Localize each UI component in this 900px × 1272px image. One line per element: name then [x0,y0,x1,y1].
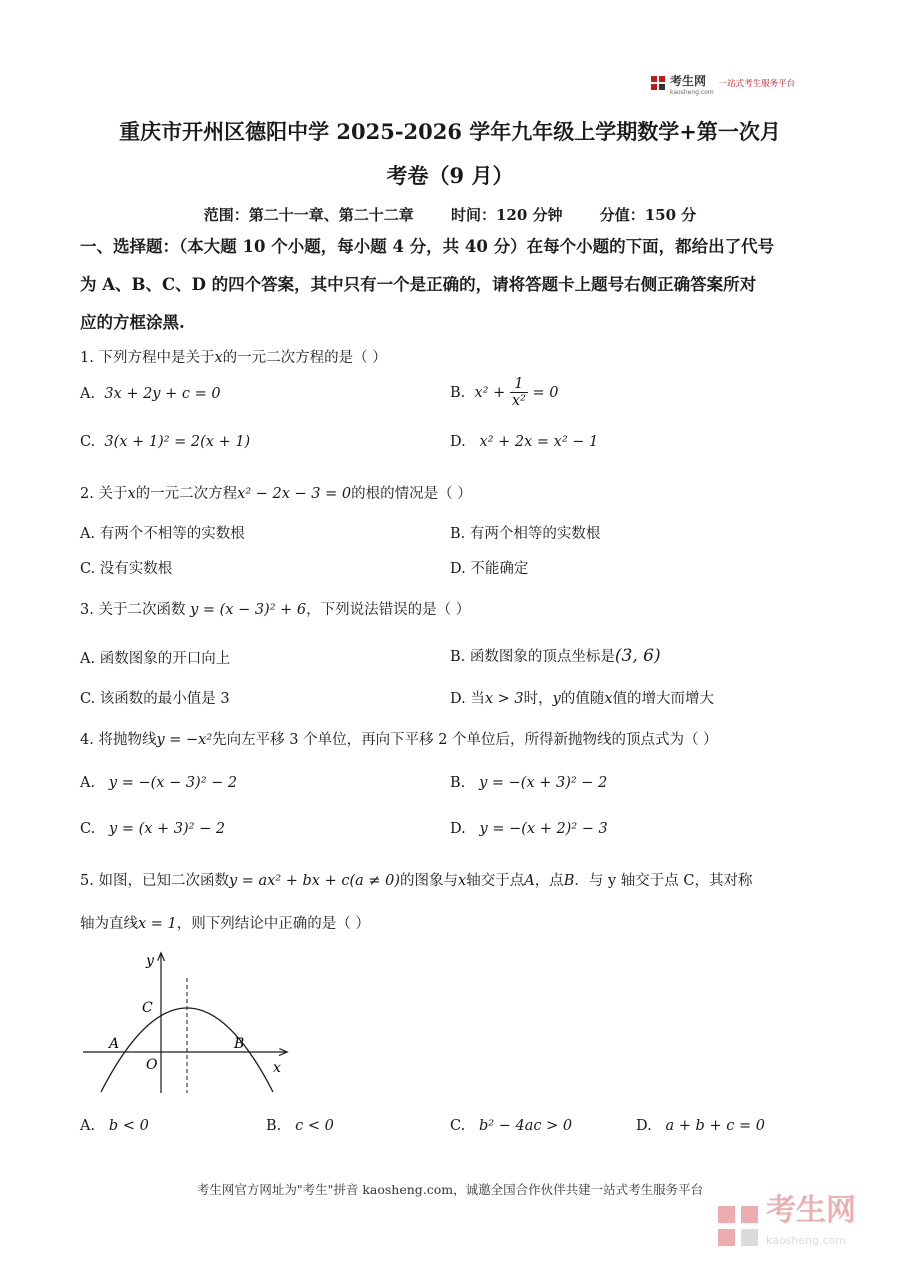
q4-option-a[interactable]: A. y = −(x − 3)² − 2 [80,775,238,791]
q5-option-c[interactable]: C. b² − 4ac > 0 [450,1118,573,1134]
q2-option-d[interactable]: D. 不能确定 [450,561,529,577]
section-instructions [80,228,820,342]
logo-domain: kaosheng.com [670,89,714,96]
q5-parabola-figure [80,948,300,1098]
watermark-domain: kaosheng.com [766,1234,847,1247]
section-line-2: 为 A、B、C、D 的四个答案，其中只有一个是正确的，请将答题卡上题号右侧正确答案所对 [80,275,757,294]
q2-option-a[interactable]: A. 有两个不相等的实数根 [80,526,245,542]
q5-option-a[interactable]: A. b < 0 [80,1118,149,1134]
watermark-text: 考生网 [766,1193,856,1228]
page-footer: 考生网官方网址为"考生"拼音 kaosheng.com，诚邀全国合作伙伴共建一站式考生服务平台 [196,1182,704,1197]
question-3-stem: 3. 关于二次函数 y = (x − 3)² + 6，下列说法错误的是（ ） [80,602,471,618]
q3-option-b[interactable]: B. 函数图象的顶点坐标是(3, 6) [450,646,661,666]
page-title-line1: 重庆市开州区德阳中学 2025-2026 学年九年级上学期数学+第一次月 [119,119,781,144]
x-axis-label: x [273,1060,281,1076]
kaosheng-logo-icon [651,76,665,90]
point-c-label: C [142,1000,153,1016]
q2-option-c[interactable]: C. 没有实数根 [80,561,173,577]
q2-option-b[interactable]: B. 有两个相等的实数根 [450,526,601,542]
exam-time: 时间：120 分钟 [450,206,563,224]
logo-tagline: 一站式考生服务平台 [718,79,796,89]
q1-option-d[interactable]: D. x² + 2x = x² − 1 [450,434,599,450]
point-b-label: B [234,1036,245,1052]
q4-option-d[interactable]: D. y = −(x + 2)² − 3 [450,821,608,837]
q4-option-c[interactable]: C. y = (x + 3)² − 2 [80,821,226,837]
q3-option-d[interactable]: D. 当x > 3时，y的值随x值的增大而增大 [450,691,714,707]
question-5-stem: 5. 如图，已知二次函数y = ax² + bx + c(a ≠ 0)的图象与x轴交于点A，点B．与 y 轴交于点 C，其对称 [80,873,753,889]
question-1-stem: 1. 下列方程中是关于x的一元二次方程的是（ ） [80,350,387,366]
section-line-3: 应的方框涂黑. [80,313,185,332]
question-5-stem-line2: 轴为直线x = 1，则下列结论中正确的是（ ） [80,916,370,932]
exam-scope: 范围：第二十一章、第二十二章 [203,206,414,224]
page-title-line2: 考卷（9 月） [386,163,514,188]
section-line-1: 一、选择题：（本大题 10 个小题，每小题 4 分，共 40 分）在每个小题的下面，都给出了代号 [80,237,775,256]
watermark-logo-icon [718,1206,758,1246]
brand-logo [651,70,795,96]
origin-label: O [146,1057,158,1073]
q4-option-b[interactable]: B. y = −(x + 3)² − 2 [450,775,608,791]
exam-info [0,204,900,225]
y-axis-label: y [146,953,154,969]
q1-option-b[interactable]: B. x² + $\frac{1}{\text{x²}}$ = 0 [450,376,559,409]
watermark [718,1193,856,1256]
point-a-label: A [109,1036,120,1052]
q1-option-c[interactable]: C. 3(x + 1)² = 2(x + 1) [80,434,251,450]
q1-option-a[interactable]: A. 3x + 2y + c = 0 [80,386,221,402]
question-4-stem: 4. 将抛物线y = −x²先向左平移 3 个单位，再向下平移 2 个单位后，所得新抛物线的顶点式为（ ） [80,732,718,748]
q5-option-b[interactable]: B. c < 0 [266,1118,334,1134]
q5-option-d[interactable]: D. a + b + c = 0 [636,1118,765,1134]
q3-option-c[interactable]: C. 该函数的最小值是 3 [80,691,230,707]
q3-option-a[interactable]: A. 函数图象的开口向上 [80,651,231,667]
question-2-stem: 2. 关于x的一元二次方程x² − 2x − 3 = 0的根的情况是（ ） [80,486,472,502]
exam-score: 分值：150 分 [599,206,697,224]
logo-name: 考生网 [670,74,707,88]
